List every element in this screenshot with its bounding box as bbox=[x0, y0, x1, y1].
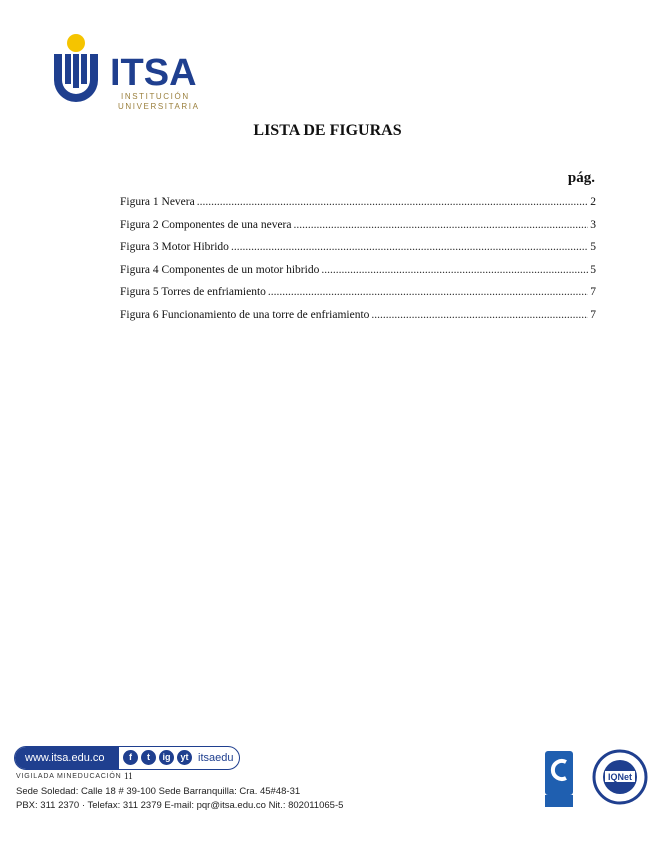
iqnet-certification-seal-icon bbox=[592, 749, 648, 805]
toc-entry-page: 7 bbox=[590, 286, 596, 298]
contact-line: PBX: 311 2370 · Telefax: 311 2379 E-mail: pqr@itsa.edu.co Nit.: 802011065-5 bbox=[16, 800, 344, 811]
facebook-icon[interactable]: f bbox=[123, 750, 138, 765]
toc-entry-label: Figura 5 Torres de enfriamiento bbox=[120, 286, 266, 298]
page-number: 11 bbox=[124, 771, 133, 781]
toc-entry[interactable] bbox=[120, 219, 596, 242]
logo-subtitle-2: UNIVERSITARIA bbox=[118, 102, 200, 111]
toc-leader-dots bbox=[197, 196, 589, 208]
toc-entry-label: Figura 4 Componentes de un motor hibrido bbox=[120, 263, 320, 276]
toc-leader-dots bbox=[294, 219, 589, 231]
website-banner[interactable] bbox=[14, 746, 240, 770]
figure-list bbox=[120, 196, 596, 331]
twitter-icon[interactable]: t bbox=[141, 750, 156, 765]
logo-text: ITSA bbox=[110, 52, 197, 94]
toc-entry-page: 2 bbox=[590, 196, 596, 208]
toc-entry[interactable] bbox=[120, 309, 596, 332]
toc-leader-dots bbox=[321, 264, 588, 276]
toc-leader-dots bbox=[371, 309, 588, 321]
page-footer bbox=[14, 746, 642, 818]
toc-entry-label: Figura 2 Componentes de una nevera bbox=[120, 218, 292, 231]
toc-leader-dots bbox=[231, 241, 588, 253]
toc-entry-page: 5 bbox=[590, 241, 596, 253]
address-line: Sede Soledad: Calle 18 # 39-100 Sede Barranquilla: Cra. 45#48-31 bbox=[16, 786, 301, 797]
iqnet-text: IQNet bbox=[607, 772, 633, 782]
toc-entry-label: Figura 6 Funcionamiento de una torre de enfriamiento bbox=[120, 308, 370, 321]
iso-9001-seal-icon bbox=[544, 750, 574, 808]
page-title: LISTA DE FIGURAS bbox=[253, 122, 402, 139]
toc-entry[interactable] bbox=[120, 196, 596, 219]
toc-entry[interactable] bbox=[120, 264, 596, 287]
toc-entry[interactable] bbox=[120, 286, 596, 309]
toc-leader-dots bbox=[268, 286, 588, 298]
youtube-icon[interactable]: yt bbox=[177, 750, 192, 765]
toc-entry-page: 3 bbox=[590, 218, 596, 231]
toc-entry-page: 5 bbox=[590, 263, 596, 276]
toc-entry[interactable] bbox=[120, 241, 596, 264]
toc-entry-label: Figura 3 Motor Hibrido bbox=[120, 241, 229, 253]
toc-entry-label: Figura 1 Nevera bbox=[120, 196, 195, 208]
social-handle[interactable]: itsaedu bbox=[198, 752, 234, 764]
website-link[interactable]: www.itsa.edu.co bbox=[15, 747, 119, 769]
vigilada-label: VIGILADA MINEDUCACIÓN bbox=[16, 773, 122, 780]
toc-entry-page: 7 bbox=[590, 308, 596, 321]
logo-subtitle-1: INSTITUCIÓN bbox=[121, 92, 190, 101]
page-column-label: pág. bbox=[567, 170, 595, 186]
instagram-icon[interactable]: ig bbox=[159, 750, 174, 765]
